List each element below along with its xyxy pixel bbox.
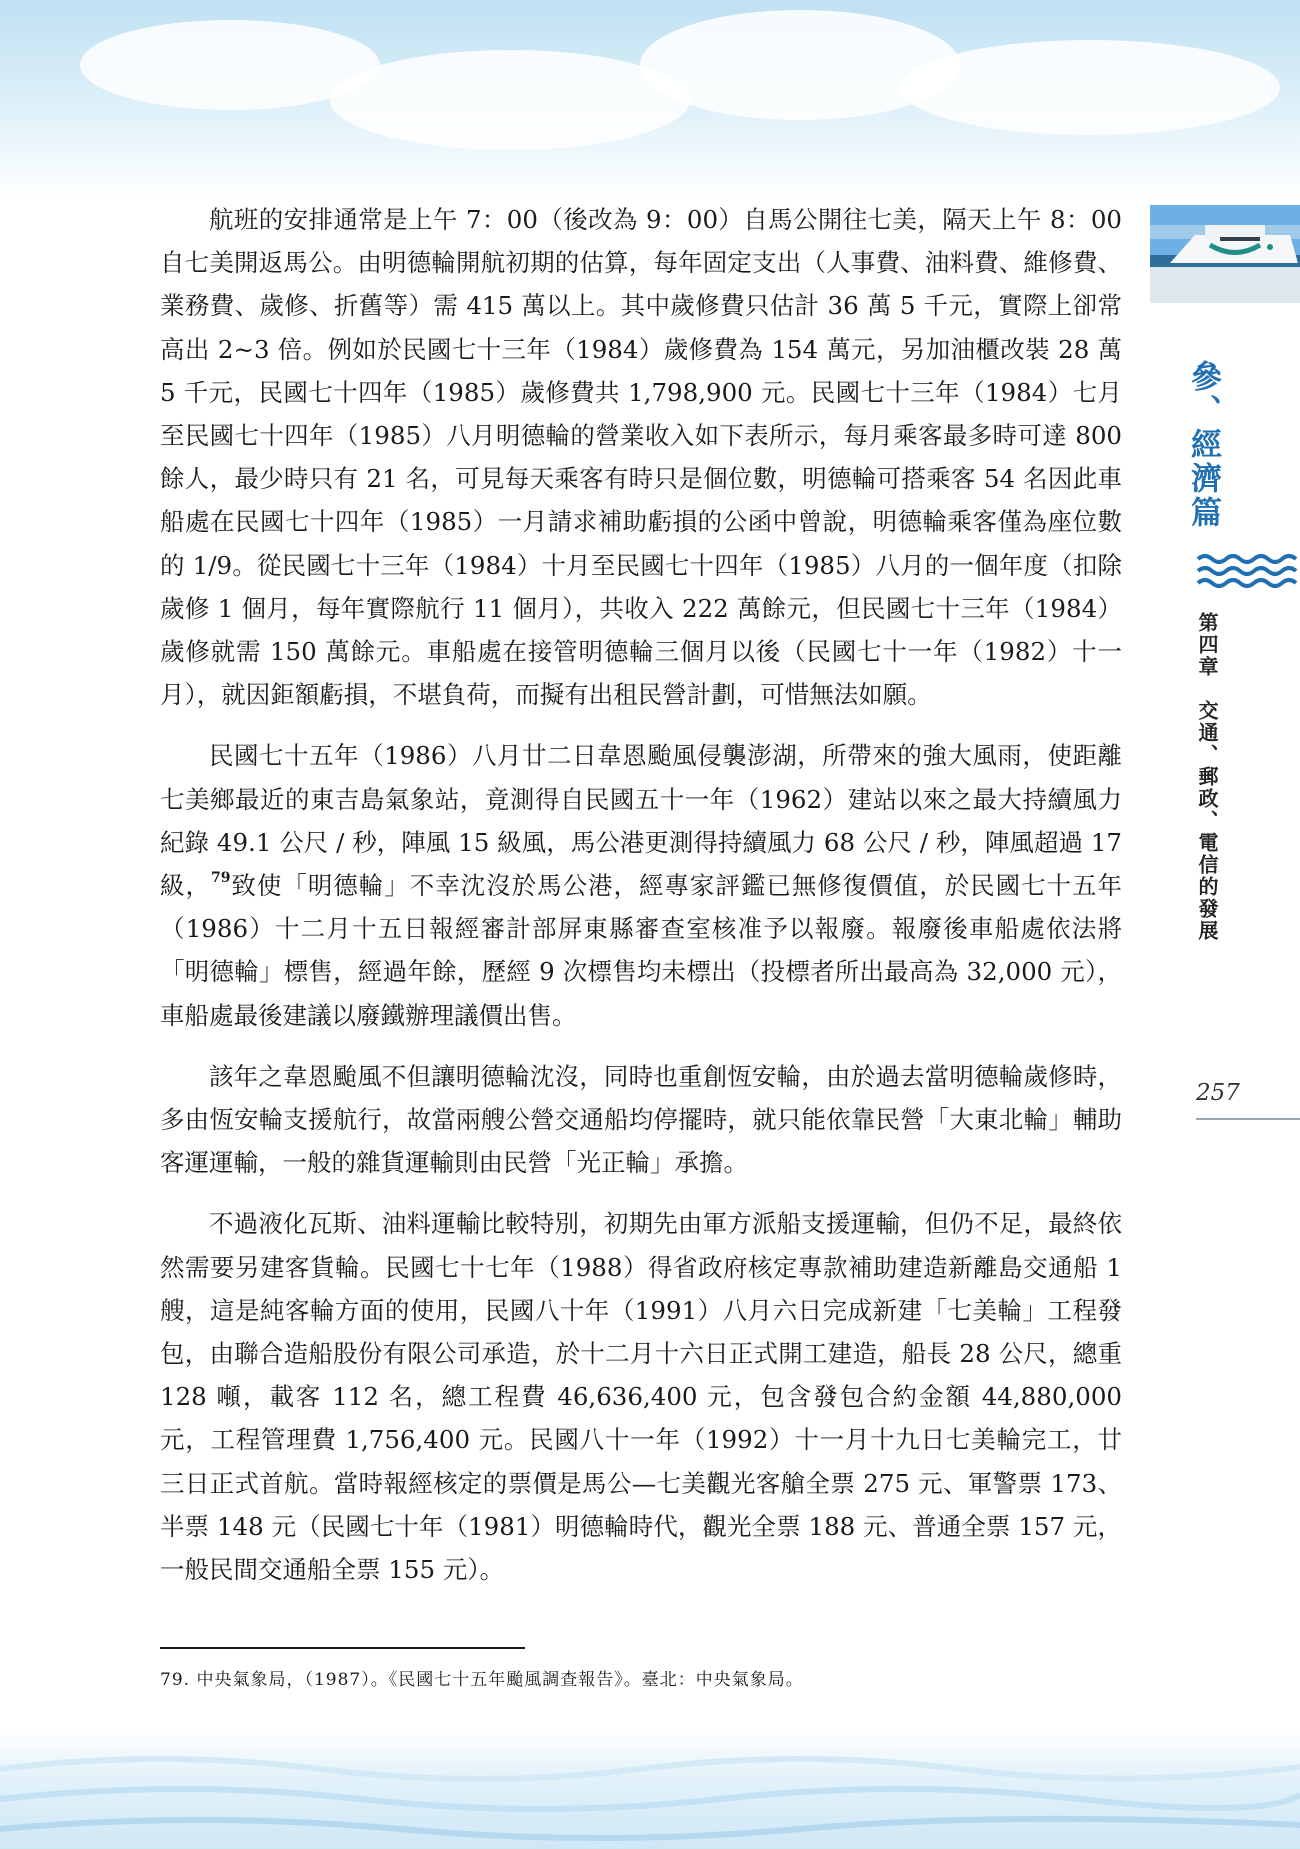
sky-header-background xyxy=(0,0,1300,200)
paragraph-4: 不過液化瓦斯、油料運輸比較特別，初期先由軍方派船支援運輸，但仍不足，最終依然需要另建客貨輪。民國七十七年（1988）得省政府核定專款補助建造新離島交通船 1 艘，這是純客輪方面的使用，民國八十年（1991）八月六日完成新建「七美輪」工程發包，由聯合造船股份有限公司承造，於十二月十六日正式開工建造，船長 28 公尺，總重 128 噸，載客 112 名，總工程費 46,636,400 元，包含發包合約金額 44,880,000 元，工程管理費 1,756,400 元。民國八十一年（1992）十一月十九日七美輪完工，廿三日正式首航。當時報經核定的票價是馬公—七美觀光客艙全票 275 元、軍警票 173、半票 148 元（民國七十年（1981）明德輪時代，觀光全票 188 元、普通全票 157 元，一般民間交通船全票 155 元）。 xyxy=(160,1209,1122,1585)
ferry-illustration xyxy=(1150,205,1300,303)
paragraph-2-text: 民國七十五年（1986）八月廿二日韋恩颱風侵襲澎湖，所帶來的強大風雨，使距離七美鄉最近的東吉島氣象站，竟測得自民國五十一年（1962）建站以來之最大持續風力紀錄 49.1 公尺 / 秒，陣風 15 級風，馬公港更測得持續風力 68 公尺 / 秒，陣風超過 17 級， xyxy=(160,741,1122,901)
ferry-photo xyxy=(1150,205,1300,303)
footnote-divider xyxy=(160,1647,525,1649)
chapter-title: 第四章 交通、郵政、電信的發展 xyxy=(1195,612,1219,942)
footnote: 79. 中央氣象局，（1987）。《民國七十五年颱風調查報告》。臺北：中央氣象局。 xyxy=(160,1670,804,1690)
paragraph-1: 航班的安排通常是上午 7：00（後改為 9：00）自馬公開往七美，隔天上午 8：00 自七美開返馬公。由明德輪開航初期的估算，每年固定支出（人事費、油料費、維修費、業務費、歲修、折舊等）需 415 萬以上。其中歲修費只估計 36 萬 5 千元，實際上卻常高出 2~3 倍。例如於民國七十三年（1984）歲修費為 154 萬元，另加油櫃改裝 28 萬 5 千元，民國七十四年（1985）歲修費共 1,798,900 元。民國七十三年（1984）七月至民國七十四年（1985）八月明德輪的營業收入如下表所示，每月乘客最多時可達 800 餘人，最少時只有 21 名，可見每天乘客有時只是個位數，明德輪可搭乘客 54 名因此車船處在民國七十四年（1985）一月請求補助虧損的公函中曾說，明德輪乘客僅為座位數的 1/9。從民國七十三年（1984）十月至民國七十四年（1985）八月的一個年度（扣除歲修 1 個月，每年實際航行 11 個月），共收入 222 萬餘元，但民國七十三年（1984）歲修就需 150 萬餘元。車船處在接管明德輪三個月以後（民國七十一年（1982）十一月），就因鉅額虧損，不堪負荷，而擬有出租民營計劃，可惜無法如願。 xyxy=(160,205,1122,710)
page-number: 257 xyxy=(1196,1080,1240,1106)
paragraph-2 xyxy=(160,734,1122,1036)
paragraph-3: 該年之韋恩颱風不但讓明德輪沈沒，同時也重創恆安輪，由於過去當明德輪歲修時，多由恆安輪支援航行，故當兩艘公營交通船均停擺時，就只能依靠民營「大東北輪」輔助客運運輸，一般的雜貨運輸則由民營「光正輪」承擔。 xyxy=(160,1061,1122,1178)
main-text xyxy=(160,198,1122,1609)
wave-icon xyxy=(1196,553,1300,591)
sea-footer-background xyxy=(0,1729,1300,1849)
footnote-ref-79[interactable]: 79 xyxy=(210,870,231,887)
paragraph-2-continued: 致使「明德輪」不幸沈沒於馬公港，經專家評鑑已無修復價值，於民國七十五年（1986）十二月十五日報經審計部屏東縣審查室核准予以報廢。報廢後車船處依法將「明德輪」標售，經過年餘，歷經 9 次標售均未標出（投標者所出最高為 32,000 元），車船處最後建議以廢鐵辦理議價出售。 xyxy=(160,871,1123,1030)
page-number-rule xyxy=(1196,1118,1300,1120)
section-title: 參、經濟篇 xyxy=(1185,360,1221,530)
